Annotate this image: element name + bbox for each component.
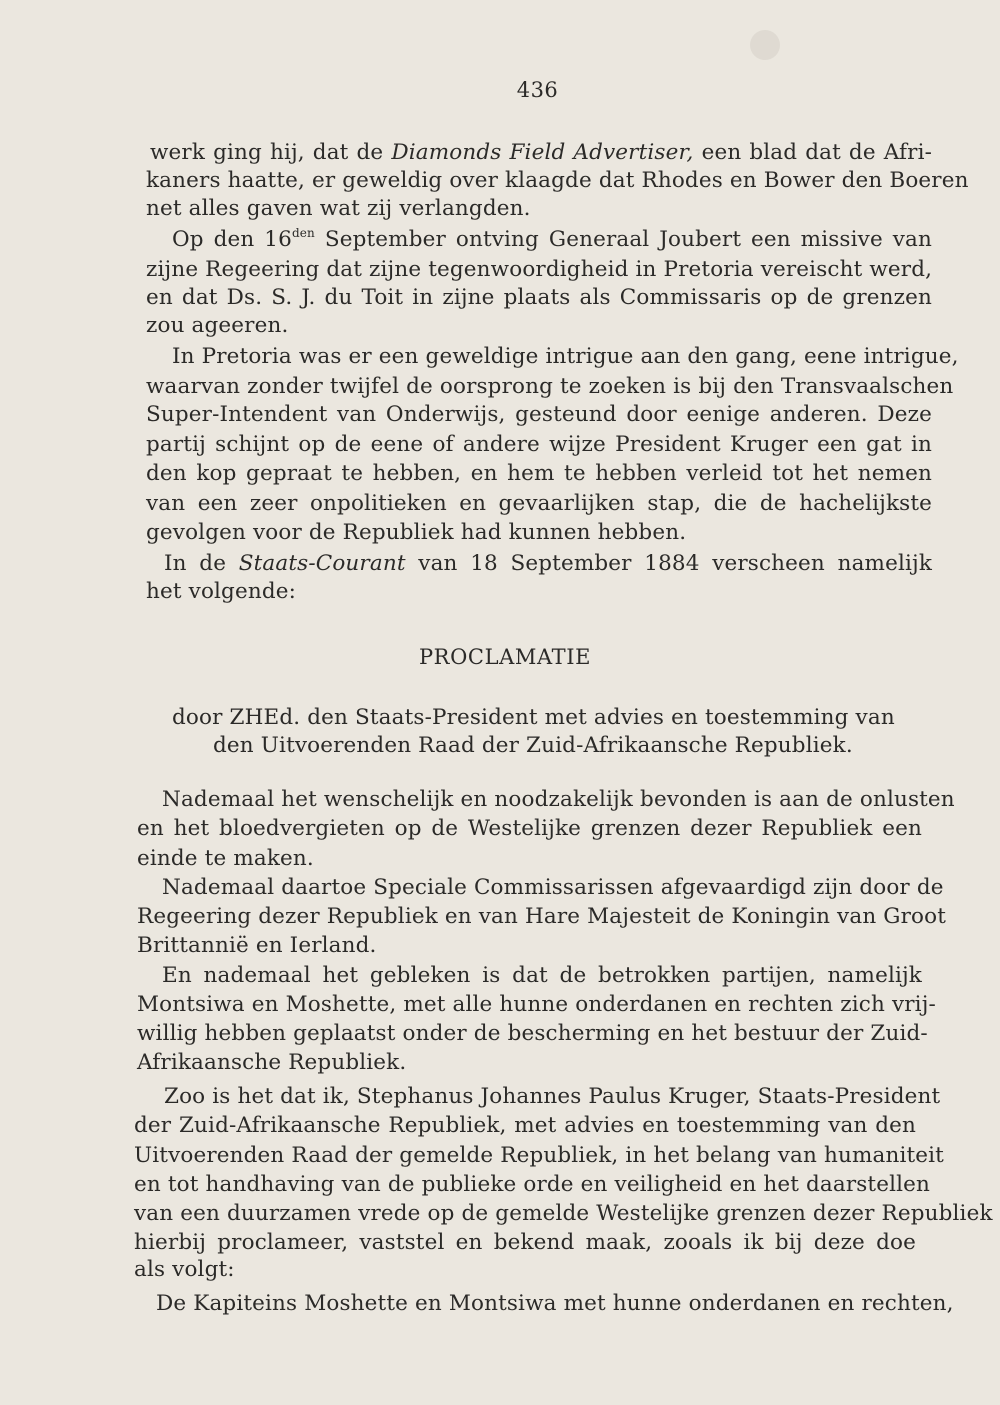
- text-line: Zoo is het dat ik, Stephanus Johannes Paulus Kruger, Staats-President: [164, 1084, 941, 1109]
- text-line: en het bloedvergieten op de Westelijke grenzen dezer Republiek een: [137, 816, 922, 841]
- text-line: Op den $16^{den}$ September ontving Generaal Joubert een missive van: [172, 226, 932, 252]
- text-line: waarvan zonder twijfel de oorsprong te zoeken is bij den Transvaalschen: [146, 374, 954, 399]
- text-line: willig hebben geplaatst onder de bescherming en het bestuur der Zuid-: [137, 1021, 928, 1046]
- text-line: der Zuid-Afrikaansche Republiek, met advies en toestemming van den: [134, 1113, 916, 1138]
- text-line: einde te maken.: [137, 846, 314, 871]
- text-line: van een duurzamen vrede op de gemelde Westelijke grenzen dezer Republiek: [134, 1201, 993, 1226]
- text-line: hierbij proclameer, vaststel en bekend maak, zooals ik bij deze doe: [134, 1230, 916, 1255]
- text-line: en dat Ds. S. J. du Toit in zijne plaats als Commissaris op de grenzen: [146, 285, 932, 310]
- text-line: En nademaal het gebleken is dat de betrokken partijen, namelijk: [162, 963, 922, 988]
- text-line: het volgende:: [146, 579, 297, 604]
- text-line: als volgt:: [134, 1257, 235, 1282]
- text-line: en tot handhaving van de publieke orde en veiligheid en het daarstellen: [134, 1172, 931, 1197]
- proclamation-heading: PROCLAMATIE: [418, 645, 592, 669]
- text-line: Super-Intendent van Onderwijs, gesteund door eenige anderen. Deze: [146, 402, 932, 427]
- text-line: zijne Regeering dat zijne tegenwoordigheid in Pretoria vereischt werd,: [146, 257, 933, 282]
- text-line: In Pretoria was er een geweldige intrigue aan den gang, eene intrigue,: [172, 344, 959, 369]
- text-line: net alles gaven wat zij verlangden.: [146, 196, 531, 221]
- text-line: van een zeer onpolitieken en gevaarlijken stap, die de hachelijkste: [146, 491, 932, 516]
- italic-title: Staats-Courant: [238, 551, 406, 576]
- italic-title: Diamonds Field Advertiser,: [391, 140, 694, 165]
- text-line: Regeering dezer Republiek en van Hare Majesteit de Koningin van Groot: [137, 904, 947, 929]
- text-line: door ZHEd. den Staats-President met advies en toestemming van: [172, 705, 895, 730]
- text-line: kaners haatte, er geweldig over klaagde dat Rhodes en Bower den Boeren: [146, 168, 969, 193]
- text-line: den Uitvoerenden Raad der Zuid-Afrikaansche Republiek.: [213, 733, 853, 758]
- page-number: 436: [516, 78, 559, 102]
- text-line: zou ageeren.: [146, 313, 289, 338]
- text-line: werk ging hij, dat de Diamonds Field Advertiser, een blad dat de Afri-: [150, 140, 933, 165]
- text-line: Montsiwa en Moshette, met alle hunne onderdanen en rechten zich vrij-: [137, 992, 936, 1017]
- text-line: gevolgen voor de Republiek had kunnen hebben.: [146, 520, 687, 545]
- text-line: Afrikaansche Republiek.: [137, 1050, 407, 1075]
- text-line: Nademaal het wenschelijk en noodzakelijk bevonden is aan de onlusten: [162, 787, 955, 812]
- text-line: In de Staats-Courant van 18 September 1884 verscheen namelijk: [164, 551, 933, 576]
- text-line: den kop gepraat te hebben, en hem te hebben verleid tot het nemen: [146, 461, 932, 486]
- scan-spot: [750, 30, 780, 60]
- superscript: den: [291, 226, 315, 240]
- text-line: Nademaal daartoe Speciale Commissarissen afgevaardigd zijn door de: [162, 875, 944, 900]
- text-line: Brittannië en Ierland.: [137, 933, 377, 958]
- text-line: partij schijnt op de eene of andere wijze President Kruger een gat in: [146, 432, 932, 457]
- text-line: Uitvoerenden Raad der gemelde Republiek, in het belang van humaniteit: [134, 1143, 944, 1168]
- text-line: De Kapiteins Moshette en Montsiwa met hunne onderdanen en rechten,: [156, 1291, 954, 1316]
